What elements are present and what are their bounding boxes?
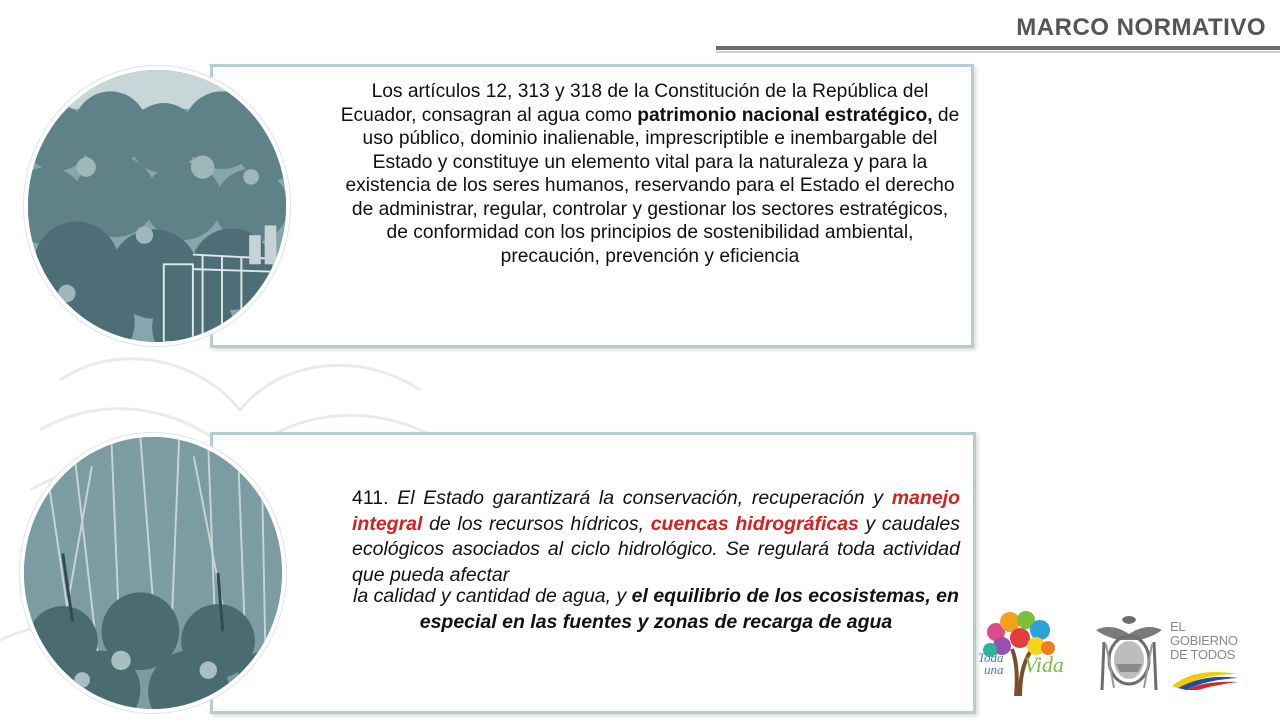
article-text-2: de los recursos hídricos,	[422, 512, 651, 535]
article-text-bold: el equilibrio de los ecosistemas, en especial en las fuentes y zonas de recarga de agua	[419, 585, 959, 633]
forest-photo	[24, 66, 290, 346]
una-word: una	[984, 662, 1004, 677]
gobierno-gobierno: GOBIERNO	[1170, 633, 1238, 648]
article-411-paragraph-top	[352, 486, 960, 588]
article-text-1: El Estado garantizará la conservación, recuperación y	[388, 487, 892, 509]
highlight-manejo-integral: manejo integral	[352, 487, 960, 535]
article-text-3: y caudales ecológicos asociados al ciclo hidrológico. Se regulará toda actividad que pueda afectar	[352, 512, 960, 586]
constitution-text-bold: patrimonio nacional estratégico,	[637, 104, 933, 126]
toda-una-vida-wordmark	[978, 652, 1004, 676]
constitution-paragraph	[340, 80, 960, 268]
gobierno-el: EL	[1170, 619, 1186, 634]
page-title: MARCO NORMATIVO	[1016, 14, 1266, 41]
title-underline	[716, 46, 1280, 50]
flag-swoosh-icon	[1170, 666, 1240, 690]
article-text-4: la calidad y cantidad de agua, y	[353, 585, 632, 607]
vegetation-photo	[20, 433, 286, 713]
title-underline-shadow	[716, 51, 1280, 53]
article-number: 411.	[352, 487, 389, 509]
coat-of-arms-icon	[1092, 610, 1166, 694]
vida-word: Vida	[1024, 652, 1064, 677]
toda-word: Toda	[978, 650, 1004, 665]
highlight-cuencas: cuencas hidrográficas	[650, 512, 859, 535]
article-411-paragraph-bottom	[352, 584, 960, 635]
constitution-text-start: Los artículos 12, 313 y 318 de la Constitución de la República del Ecuador, consagran al agua como	[340, 81, 929, 126]
gobierno-de-todos: DE TODOS	[1170, 647, 1236, 662]
gobierno-wordmark	[1170, 620, 1250, 662]
constitution-text-end: de uso público, dominio inalienable, imprescriptible e inembargable del Estado y constituye un elemento vital para la naturaleza y para la existencia de los seres humanos, reservando para el Estado el derecho de administrar, regular, controlar y gestionar los sectores estratégicos, de conformidad con los principios de sostenibilidad ambiental, precaución, prevención y eficiencia	[345, 104, 960, 267]
